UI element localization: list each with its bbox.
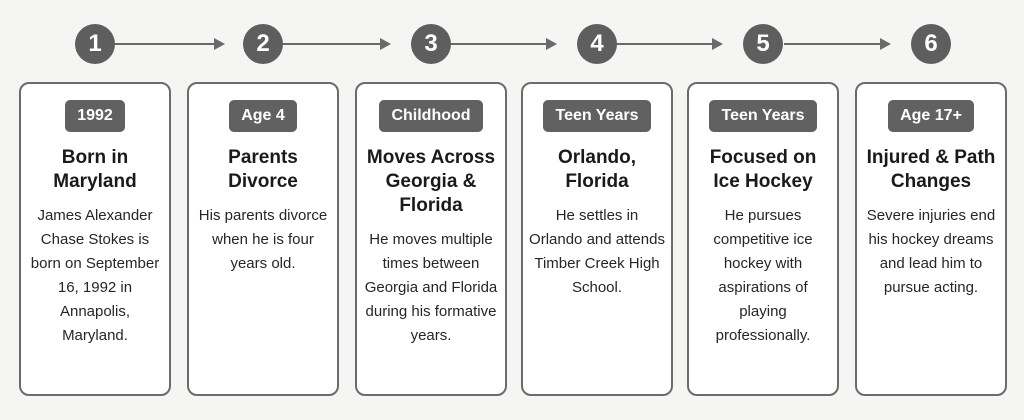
step-title: Focused on Ice Hockey: [709, 147, 817, 192]
step-date-badge: 1992: [65, 100, 125, 132]
step-card: [687, 82, 839, 396]
step-title: Moves Across Georgia & Florida: [366, 147, 496, 216]
step-card: [187, 82, 339, 396]
step-card: [855, 82, 1007, 396]
step-date-badge: Teen Years: [709, 100, 816, 132]
step-title: Injured & Path Changes: [866, 147, 996, 192]
step-card: [521, 82, 673, 396]
timeline-step-1: [19, 0, 171, 420]
timeline-step-6: [855, 0, 1007, 420]
step-title: Orlando, Florida: [557, 147, 637, 192]
timeline-step-5: [687, 0, 839, 420]
step-date-badge: Age 4: [229, 100, 297, 132]
timeline-step-3: [355, 0, 507, 420]
step-number-circle: 5: [743, 24, 783, 64]
step-title: Parents Divorce: [228, 147, 298, 192]
step-description: His parents divorce when he is four years old.: [198, 207, 328, 272]
timeline-step-4: [521, 0, 673, 420]
step-number-circle: 3: [411, 24, 451, 64]
step-date-badge: Age 17+: [888, 100, 974, 132]
timeline-step-2: [187, 0, 339, 420]
step-description: Severe injuries end his hockey dreams and lead him to pursue acting.: [866, 207, 996, 296]
step-description: He pursues competitive ice hockey with aspirations of playing professionally.: [713, 207, 813, 344]
step-card: [355, 82, 507, 396]
step-title: Born in Maryland: [53, 147, 137, 192]
step-card: [19, 82, 171, 396]
step-description: James Alexander Chase Stokes is born on September 16, 1992 in Annapolis, Maryland.: [30, 207, 160, 344]
step-number-circle: 6: [911, 24, 951, 64]
step-date-badge: Teen Years: [543, 100, 650, 132]
step-description: He moves multiple times between Georgia and Florida during his formative years.: [364, 231, 498, 344]
step-date-badge: Childhood: [379, 100, 482, 132]
step-description: He settles in Orlando and attends Timber Creek High School.: [529, 207, 665, 296]
step-number-circle: 4: [577, 24, 617, 64]
step-number-circle: 2: [243, 24, 283, 64]
step-number-circle: 1: [75, 24, 115, 64]
